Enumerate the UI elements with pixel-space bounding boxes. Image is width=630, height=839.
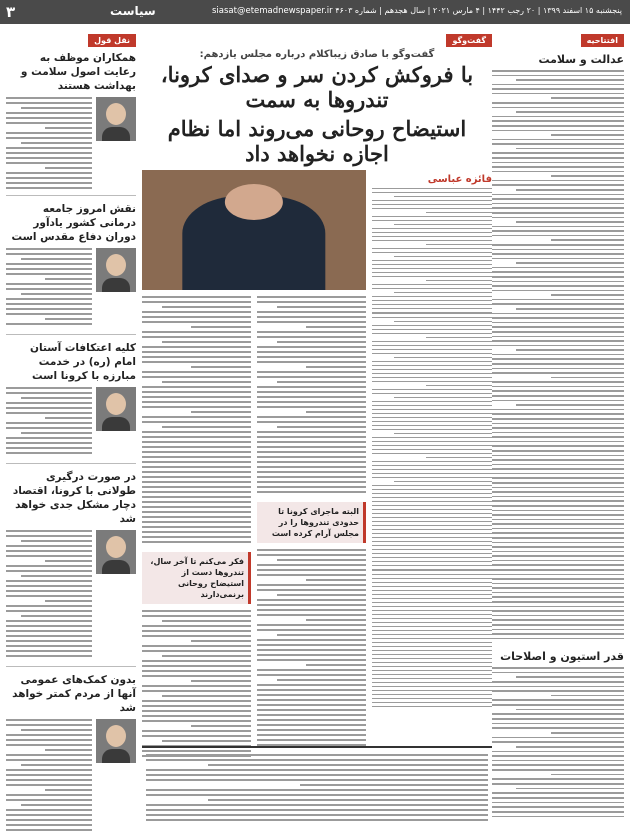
quotes-tag: نقل قول: [88, 34, 136, 47]
section-title: سیاست: [110, 4, 156, 18]
avatar: [96, 97, 136, 141]
editorial-tag: افتتاحیه: [581, 34, 624, 47]
article-byline: فائزه عباسی: [427, 174, 492, 185]
page-header: [0, 0, 630, 24]
avatar: [96, 248, 136, 292]
summary-box: [142, 746, 492, 814]
quote-title: بدون کمک‌های عمومی آنها از مردم کمتر خواهد شد: [12, 674, 136, 714]
quote-title: همکاران موظف به رعایت اصول سلامت و بهداشت هستند: [20, 52, 136, 92]
section-email: siasat@etemadnewspaper.ir: [212, 6, 333, 16]
article-body-col1: [372, 188, 492, 708]
avatar: [96, 530, 136, 574]
article-body-col3: [142, 296, 251, 546]
editorial-body: [492, 70, 624, 640]
issue-date: پنجشنبه ۱۵ اسفند ۱۳۹۹ | ۲۰ رجب ۱۴۴۲ | ۴ مارس ۲۰۲۱ | سال هجدهم | شماره ۴۶۰۳: [335, 6, 622, 15]
quote-title: در صورت درگیری طولانی با کرونا، اقتصاد دچار مشکل جدی خواهد شد: [12, 471, 136, 525]
interview-tag: گفت‌وگو: [446, 34, 492, 47]
quote-title: نقش امروز جامعه درمانی کشور یادآور دوران دفاع مقدس است: [11, 203, 136, 243]
article-body-col2: [257, 296, 366, 496]
main-article: [142, 28, 492, 814]
page-number: ۳: [6, 3, 16, 21]
pull-quote-2: فکر می‌کنم تا آخر سال، تندروها دست از استیضاح روحانی برنمی‌دارند: [142, 552, 251, 604]
interviewee-photo: [142, 170, 366, 290]
quotes-column: [6, 28, 136, 814]
quote-item: [6, 341, 136, 457]
article-body-col3b: [142, 610, 251, 760]
quote-title: کلیه اعتکافات آستان امام (ره) در خدمت مبارزه با کرونا است: [30, 342, 136, 382]
article-overline: گفت‌وگو با صادق زیباکلام درباره مجلس یازدهم:: [199, 49, 435, 60]
editorial-bottom-heading: قدر استیون و اصلاحات: [500, 650, 624, 663]
article-title-line2: استیضاح روحانی می‌روند اما نظام اجازه نخواهد داد: [167, 116, 467, 166]
article-body-col2b: [257, 549, 366, 749]
article-title-line1: با فروکش کردن سر و صدای کرونا، تندروها به سمت: [160, 62, 474, 112]
editorial-column: [492, 28, 624, 814]
editorial-heading: عدالت و سلامت: [538, 53, 624, 66]
quote-item: [6, 202, 136, 328]
avatar: [96, 387, 136, 431]
quote-item: [6, 673, 136, 839]
avatar: [96, 719, 136, 763]
summary-bullets: [146, 754, 488, 821]
quote-item: [6, 470, 136, 660]
editorial-bottom-body: [492, 667, 624, 817]
quote-item: [6, 51, 136, 189]
pull-quote-1: البته ماجرای کرونا تا حدودی تندروها را در مجلس آرام کرده است: [257, 502, 366, 543]
